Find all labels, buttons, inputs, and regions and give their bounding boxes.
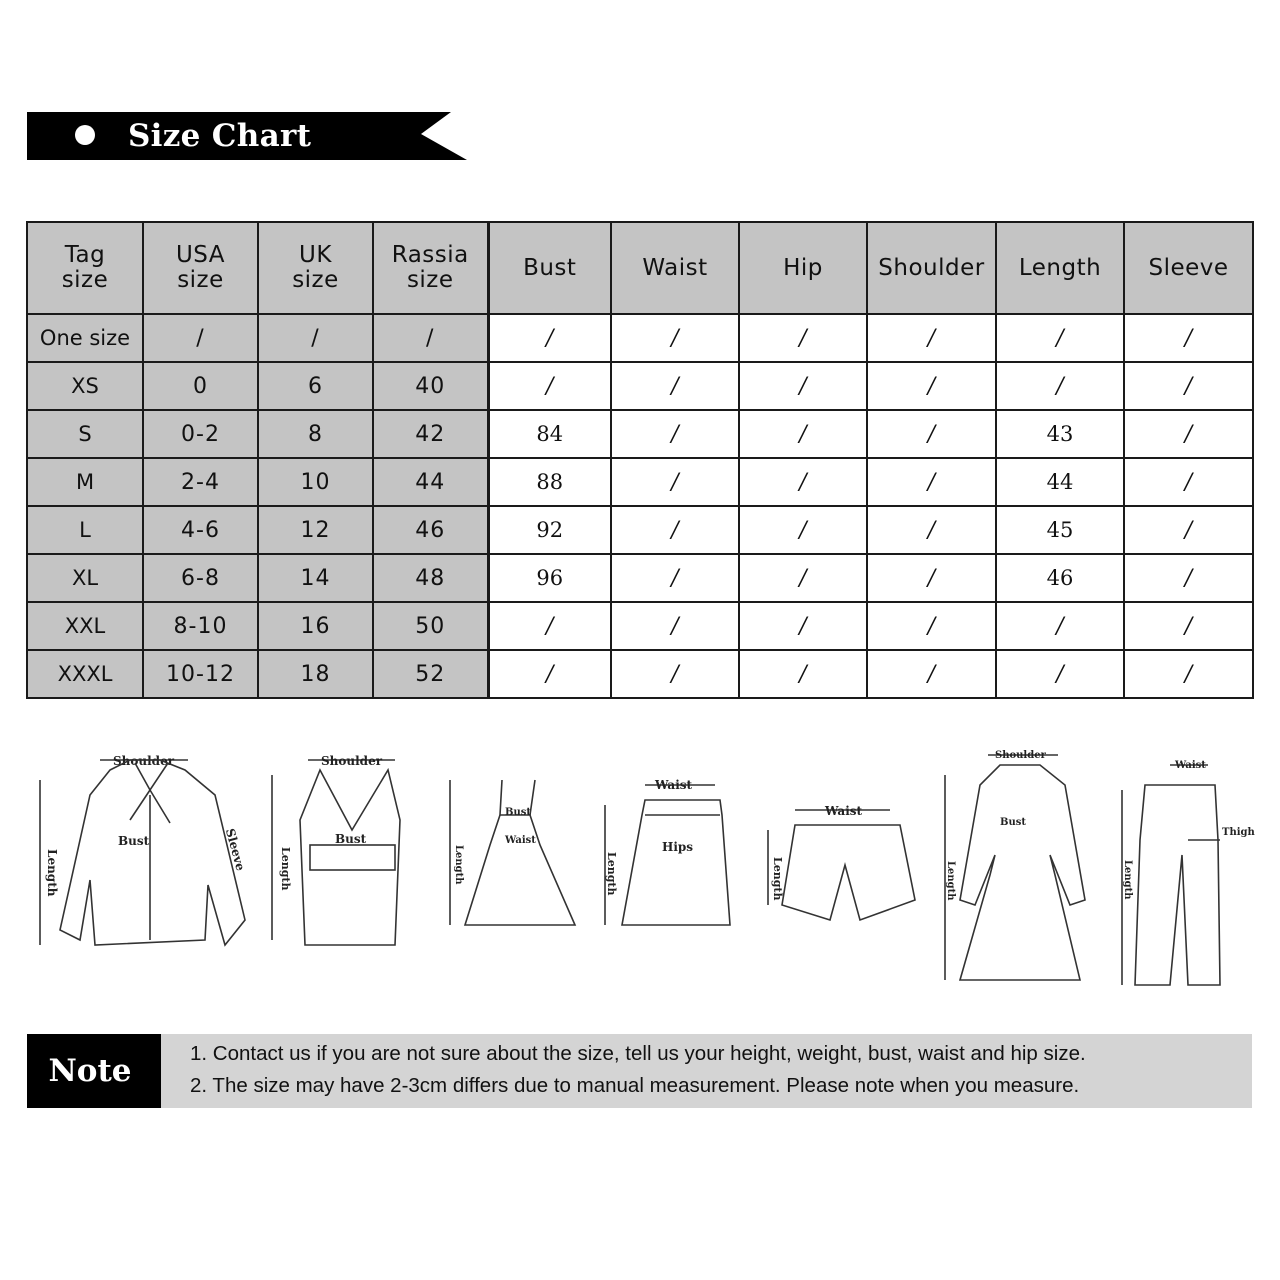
cell-uk: 12	[258, 506, 373, 554]
dress-length-label: Length	[453, 845, 464, 885]
table-row	[27, 458, 1253, 506]
cell-bust: 92	[488, 506, 611, 554]
cell-sleeve: /	[1124, 650, 1253, 698]
table-row	[27, 602, 1253, 650]
header-tag-size: Tag size	[27, 222, 143, 314]
cell-tag: XXL	[27, 602, 143, 650]
cell-uk: 8	[258, 410, 373, 458]
cell-length: 43	[996, 410, 1124, 458]
table-row	[27, 650, 1253, 698]
cell-waist: /	[611, 314, 739, 362]
table-row	[27, 506, 1253, 554]
cell-bust: /	[488, 314, 611, 362]
cell-waist: /	[611, 506, 739, 554]
table-row	[27, 410, 1253, 458]
cell-rassia: 48	[373, 554, 488, 602]
cell-length: 46	[996, 554, 1124, 602]
cell-sleeve: /	[1124, 458, 1253, 506]
skirt-diagram	[605, 778, 730, 925]
cell-rassia: 50	[373, 602, 488, 650]
cell-rassia: 46	[373, 506, 488, 554]
header-bust: Bust	[488, 222, 611, 314]
header-hip: Hip	[739, 222, 867, 314]
cell-waist: /	[611, 362, 739, 410]
cell-usa: 2-4	[143, 458, 258, 506]
size-table	[26, 221, 1254, 699]
cell-length: /	[996, 650, 1124, 698]
cell-uk: 18	[258, 650, 373, 698]
shorts-waist-label: Waist	[825, 804, 863, 818]
tank-bust-label: Bust	[335, 832, 367, 846]
table-row	[27, 554, 1253, 602]
skirt-hips-label: Hips	[662, 840, 694, 854]
cell-hip: /	[739, 314, 867, 362]
cell-tag: XS	[27, 362, 143, 410]
cell-sleeve: /	[1124, 602, 1253, 650]
cell-bust: /	[488, 650, 611, 698]
cell-usa: 10-12	[143, 650, 258, 698]
blouse-sleeve-label: Sleeve	[222, 826, 248, 873]
cell-shoulder: /	[867, 314, 996, 362]
cell-bust: 96	[488, 554, 611, 602]
tank-diagram	[272, 754, 400, 945]
blouse-length-label: Length	[45, 849, 59, 897]
header-sleeve: Sleeve	[1124, 222, 1253, 314]
cell-rassia: 44	[373, 458, 488, 506]
cell-usa: 8-10	[143, 602, 258, 650]
header-shoulder: Shoulder	[867, 222, 996, 314]
cell-rassia: 40	[373, 362, 488, 410]
coat-diagram	[945, 750, 1085, 980]
coat-shoulder-label: Shoulder	[995, 750, 1046, 761]
cell-usa: 6-8	[143, 554, 258, 602]
garment-diagrams	[10, 735, 1270, 1020]
note-label: Note	[48, 1053, 132, 1089]
cell-tag: M	[27, 458, 143, 506]
tank-shoulder-label: Shoulder	[321, 754, 383, 768]
cell-shoulder: /	[867, 554, 996, 602]
cell-usa: 0-2	[143, 410, 258, 458]
tank-length-label: Length	[279, 847, 292, 891]
cell-sleeve: /	[1124, 314, 1253, 362]
cell-uk: /	[258, 314, 373, 362]
cell-sleeve: /	[1124, 362, 1253, 410]
skirt-waist-label: Waist	[655, 778, 693, 792]
dress-diagram	[450, 780, 575, 925]
cell-usa: 0	[143, 362, 258, 410]
header-uk-size: UK size	[258, 222, 373, 314]
shorts-length-label: Length	[771, 857, 784, 901]
cell-uk: 16	[258, 602, 373, 650]
cell-uk: 6	[258, 362, 373, 410]
cell-tag: S	[27, 410, 143, 458]
header-waist: Waist	[611, 222, 739, 314]
coat-bust-label: Bust	[1000, 817, 1026, 828]
cell-length: /	[996, 362, 1124, 410]
table-row	[27, 362, 1253, 410]
cell-rassia: 52	[373, 650, 488, 698]
cell-shoulder: /	[867, 602, 996, 650]
table-row	[27, 314, 1253, 362]
cell-shoulder: /	[867, 650, 996, 698]
cell-usa: 4-6	[143, 506, 258, 554]
cell-rassia: /	[373, 314, 488, 362]
table-header-row	[27, 222, 1253, 314]
cell-shoulder: /	[867, 506, 996, 554]
cell-length: 44	[996, 458, 1124, 506]
dress-bust-label: Bust	[505, 807, 531, 818]
pants-length-label: Length	[1122, 860, 1133, 900]
cell-tag: XL	[27, 554, 143, 602]
skirt-length-label: Length	[605, 852, 618, 896]
cell-waist: /	[611, 410, 739, 458]
cell-bust: /	[488, 362, 611, 410]
pants-diagram	[1122, 760, 1256, 985]
blouse-shoulder-label: Shoulder	[113, 754, 175, 768]
header-usa-size: USA size	[143, 222, 258, 314]
cell-rassia: 42	[373, 410, 488, 458]
header-length: Length	[996, 222, 1124, 314]
header-rassia-size: Rassia size	[373, 222, 488, 314]
cell-bust: /	[488, 602, 611, 650]
dress-waist-label: Waist	[505, 835, 536, 846]
cell-hip: /	[739, 506, 867, 554]
cell-hip: /	[739, 410, 867, 458]
note-line-2: 2. The size may have 2-3cm differs due to manual measurement. Please note when you measure.	[190, 1074, 1080, 1097]
shorts-diagram	[768, 804, 915, 920]
cell-sleeve: /	[1124, 410, 1253, 458]
cell-hip: /	[739, 602, 867, 650]
cell-bust: 88	[488, 458, 611, 506]
bullet-icon	[75, 125, 95, 145]
cell-shoulder: /	[867, 362, 996, 410]
cell-waist: /	[611, 458, 739, 506]
cell-shoulder: /	[867, 458, 996, 506]
cell-hip: /	[739, 554, 867, 602]
cell-tag: One size	[27, 314, 143, 362]
cell-hip: /	[739, 458, 867, 506]
pants-waist-label: Waist	[1175, 760, 1206, 771]
cell-length: /	[996, 314, 1124, 362]
cell-bust: 84	[488, 410, 611, 458]
cell-tag: XXXL	[27, 650, 143, 698]
cell-uk: 10	[258, 458, 373, 506]
cell-waist: /	[611, 602, 739, 650]
cell-tag: L	[27, 506, 143, 554]
coat-length-label: Length	[945, 861, 956, 901]
blouse-diagram	[40, 754, 248, 945]
cell-usa: /	[143, 314, 258, 362]
blouse-bust-label: Bust	[118, 834, 150, 848]
cell-waist: /	[611, 650, 739, 698]
page-title: Size Chart	[128, 118, 312, 154]
note-line-1: 1. Contact us if you are not sure about the size, tell us your height, weight, bust, waist and hip size.	[190, 1042, 1086, 1065]
pants-thigh-label: Thigh	[1222, 827, 1255, 838]
cell-length: 45	[996, 506, 1124, 554]
cell-uk: 14	[258, 554, 373, 602]
cell-sleeve: /	[1124, 554, 1253, 602]
cell-sleeve: /	[1124, 506, 1253, 554]
cell-hip: /	[739, 650, 867, 698]
cell-waist: /	[611, 554, 739, 602]
cell-shoulder: /	[867, 410, 996, 458]
cell-length: /	[996, 602, 1124, 650]
cell-hip: /	[739, 362, 867, 410]
